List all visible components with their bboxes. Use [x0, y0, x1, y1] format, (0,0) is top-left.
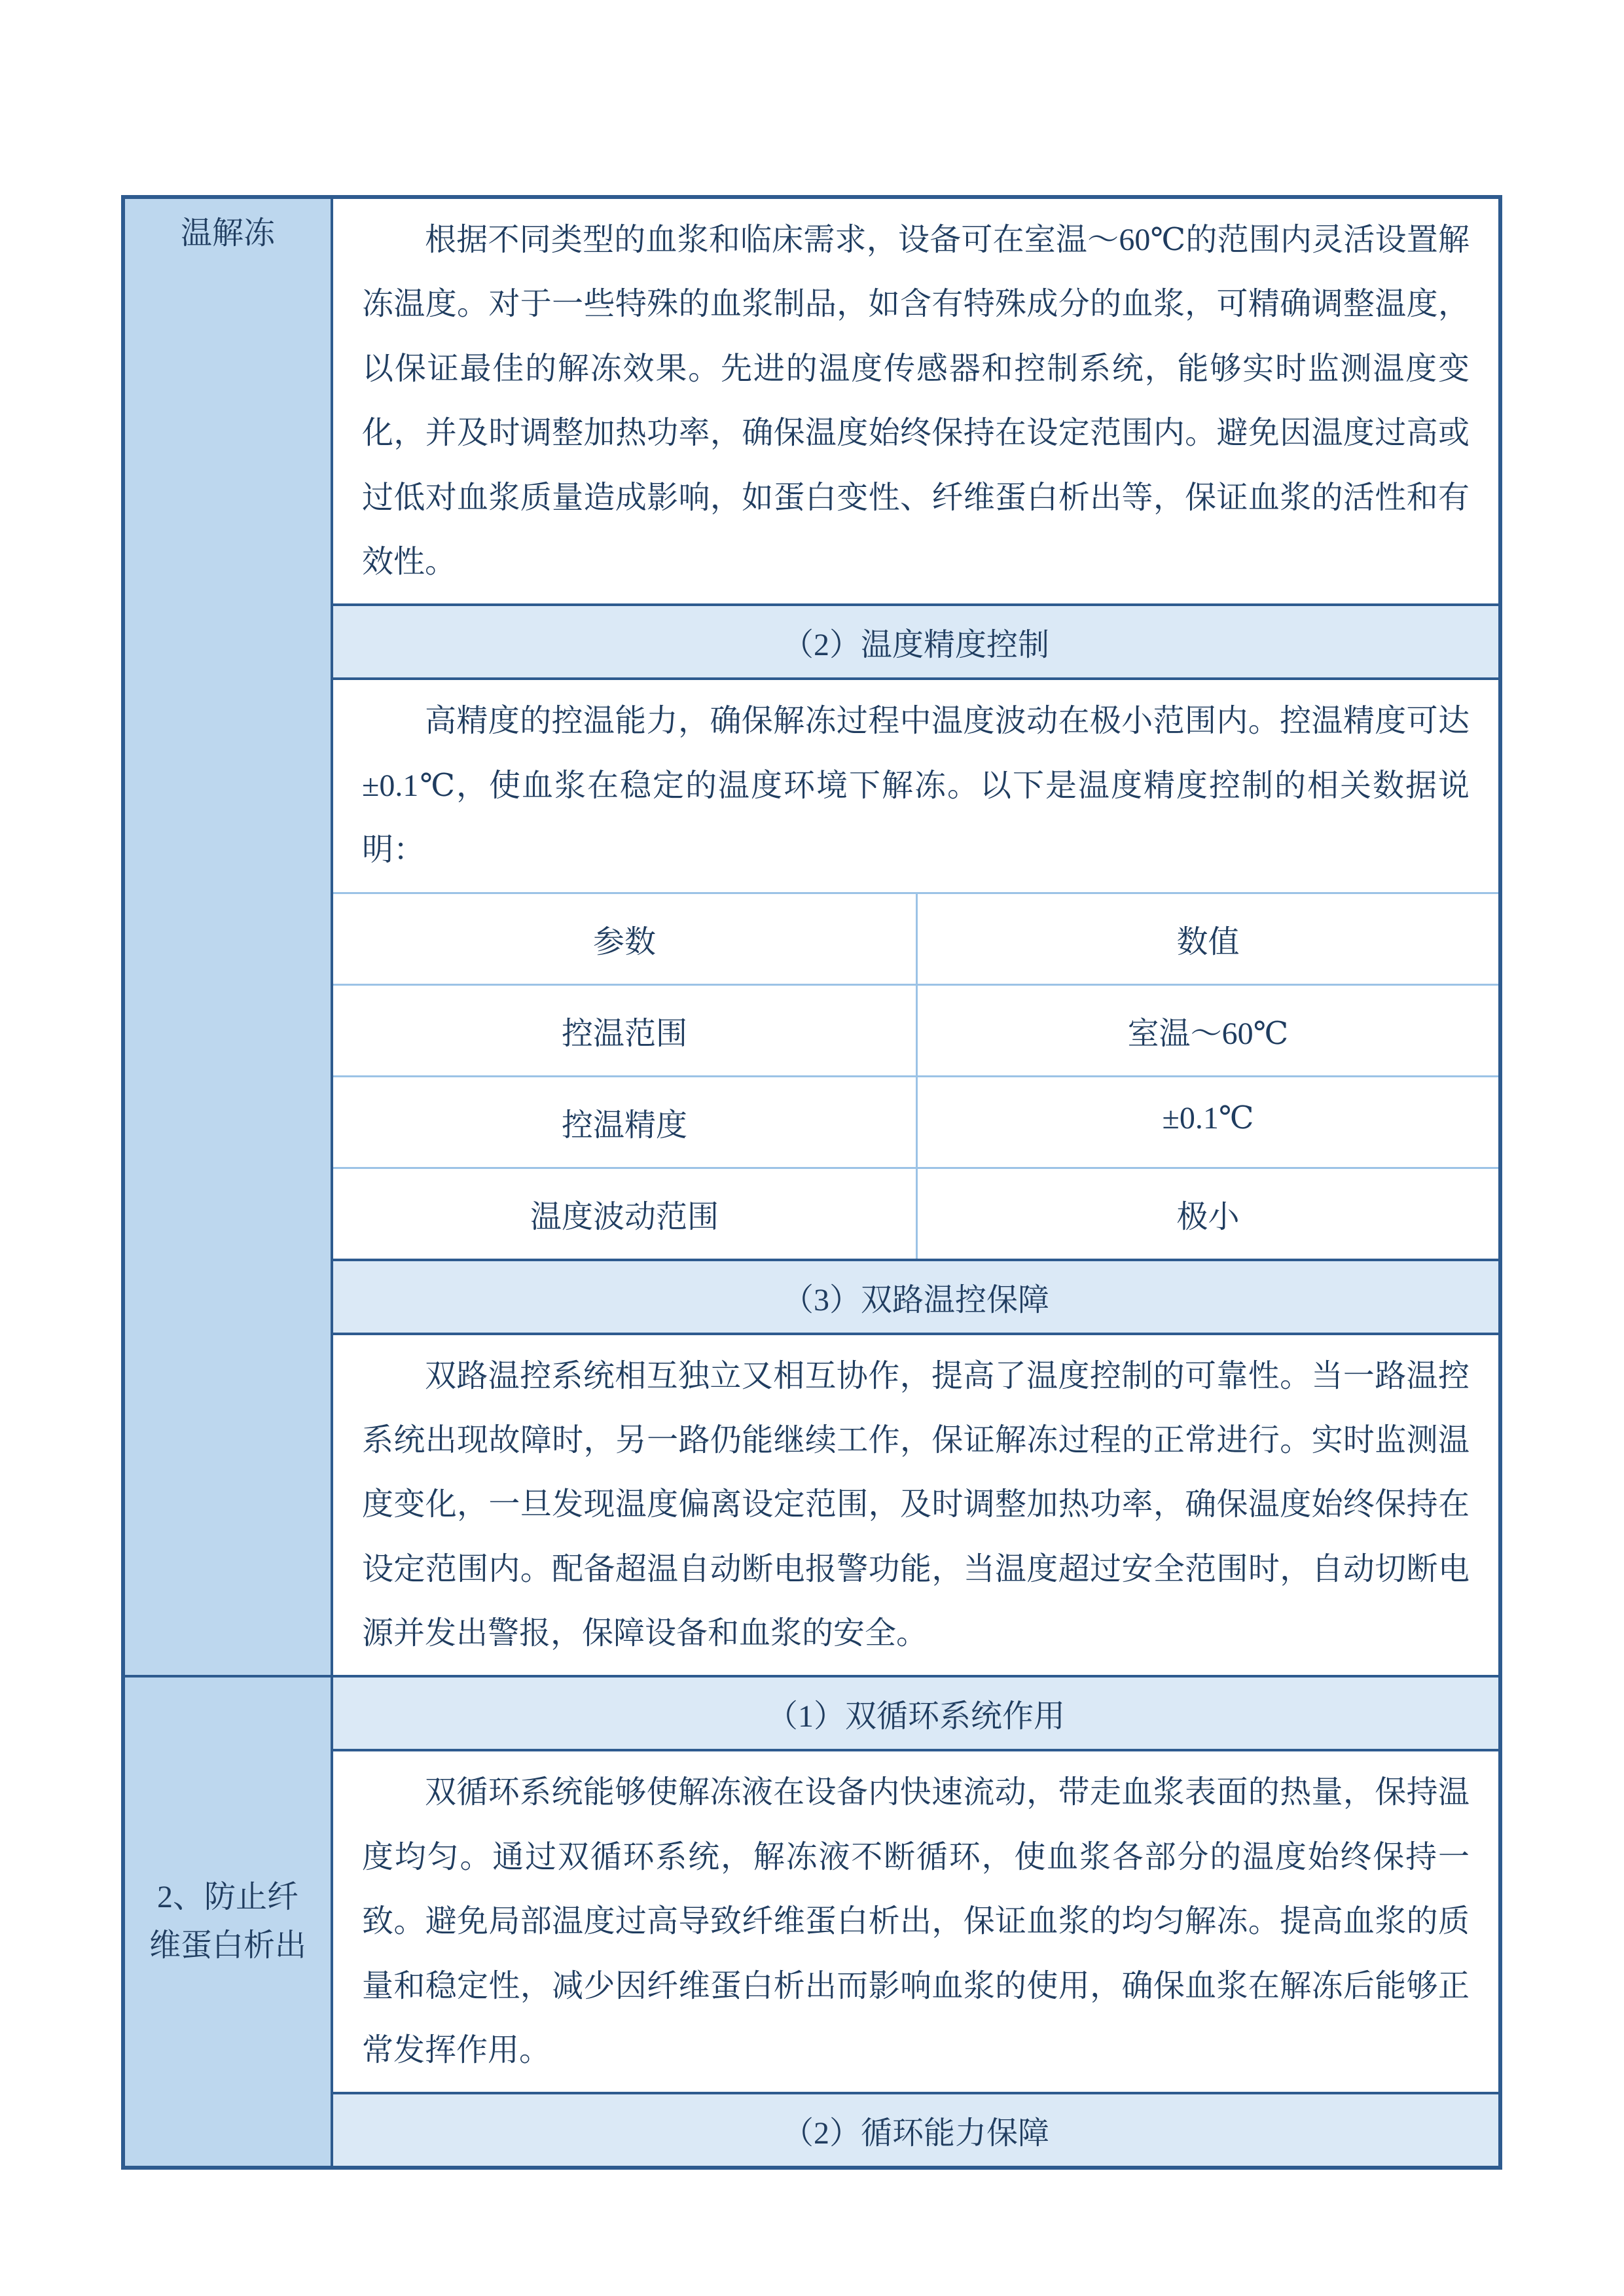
section-band-dual-temp-control: （3）双路温控保障 [333, 1259, 1498, 1335]
row-label: 温解冻 [180, 216, 275, 251]
parameter-name: 温度波动范围 [530, 1199, 719, 1234]
paragraph-precision-intro: 高精度的控温能力，确保解冻过程中温度波动在极小范围内。控温精度可达±0.1℃，使血浆在稳定的温度环境下解冻。以下是温度精度控制的相关数据说明： [362, 704, 1470, 868]
parameter-name: 控温精度 [561, 1107, 687, 1143]
parameter-value: 室温～60℃ [916, 986, 1498, 1075]
row-label-cell [125, 199, 333, 1675]
parameter-header: 参数 [592, 924, 656, 960]
table-row-fibrin-prevention [125, 1675, 1498, 2166]
row-label: 2、防止纤维蛋白析出 [149, 1880, 306, 1964]
spec-table [121, 195, 1502, 2170]
paragraph-thaw-range: 根据不同类型的血浆和临床需求，设备可在室温～60℃的范围内灵活设置解冻温度。对于一些特殊的血浆制品，如含有特殊成分的血浆，可精确调整温度，以保证最佳的解冻效果。先进的温度传感器和控制系统，能够实时监测温度变化，并及时调整加热功率，确保温度始终保持在设定范围内。避免因温度过高或过低对血浆质量造成影响，如蛋白变性、纤维蛋白析出等，保证血浆的活性和有效性。 [362, 223, 1470, 579]
paragraph-dual-circulation: 双循环系统能够使解冻液在设备内快速流动，带走血浆表面的热量，保持温度均匀。通过双循环系统，解冻液不断循环，使血浆各部分的温度始终保持一致。避免局部温度过高导致纤维蛋白析出，保证血浆的均匀解冻。提高血浆的质量和稳定性，减少因纤维蛋白析出而影响血浆的使用，确保血浆在解冻后能够正常发挥作用。 [362, 1775, 1470, 2068]
parameter-table-row [333, 1167, 1498, 1259]
section-band-circulation-capacity: （2）循环能力保障 [333, 2092, 1498, 2166]
parameter-table-header-row [333, 894, 1498, 984]
section-band-temp-precision: （2）温度精度控制 [333, 603, 1498, 680]
parameter-table-row [333, 1075, 1498, 1167]
parameter-value: ±0.1℃ [916, 1077, 1498, 1167]
row-content-cell [333, 1677, 1498, 2166]
parameter-name: 控温范围 [561, 1016, 687, 1051]
paragraph-dual-temp-control: 双路温控系统相互独立又相互协作，提高了温度控制的可靠性。当一路温控系统出现故障时，另一路仍能继续工作，保证解冻过程的正常进行。实时监测温度变化，一旦发现温度偏离设定范围，及时调整加热功率，确保温度始终保持在设定范围内。配备超温自动断电报警功能，当温度超过安全范围时，自动切断电源并发出警报，保障设备和血浆的安全。 [362, 1358, 1470, 1651]
row-content-cell [333, 199, 1498, 1675]
row-label-cell [125, 1677, 333, 2166]
section-band-dual-circulation: （1）双循环系统作用 [333, 1677, 1498, 1751]
table-row-thaw-temp [125, 199, 1498, 1675]
parameter-table [333, 892, 1498, 1259]
parameter-value: 极小 [916, 1169, 1498, 1259]
parameter-table-row [333, 984, 1498, 1075]
value-header: 数值 [916, 894, 1498, 984]
